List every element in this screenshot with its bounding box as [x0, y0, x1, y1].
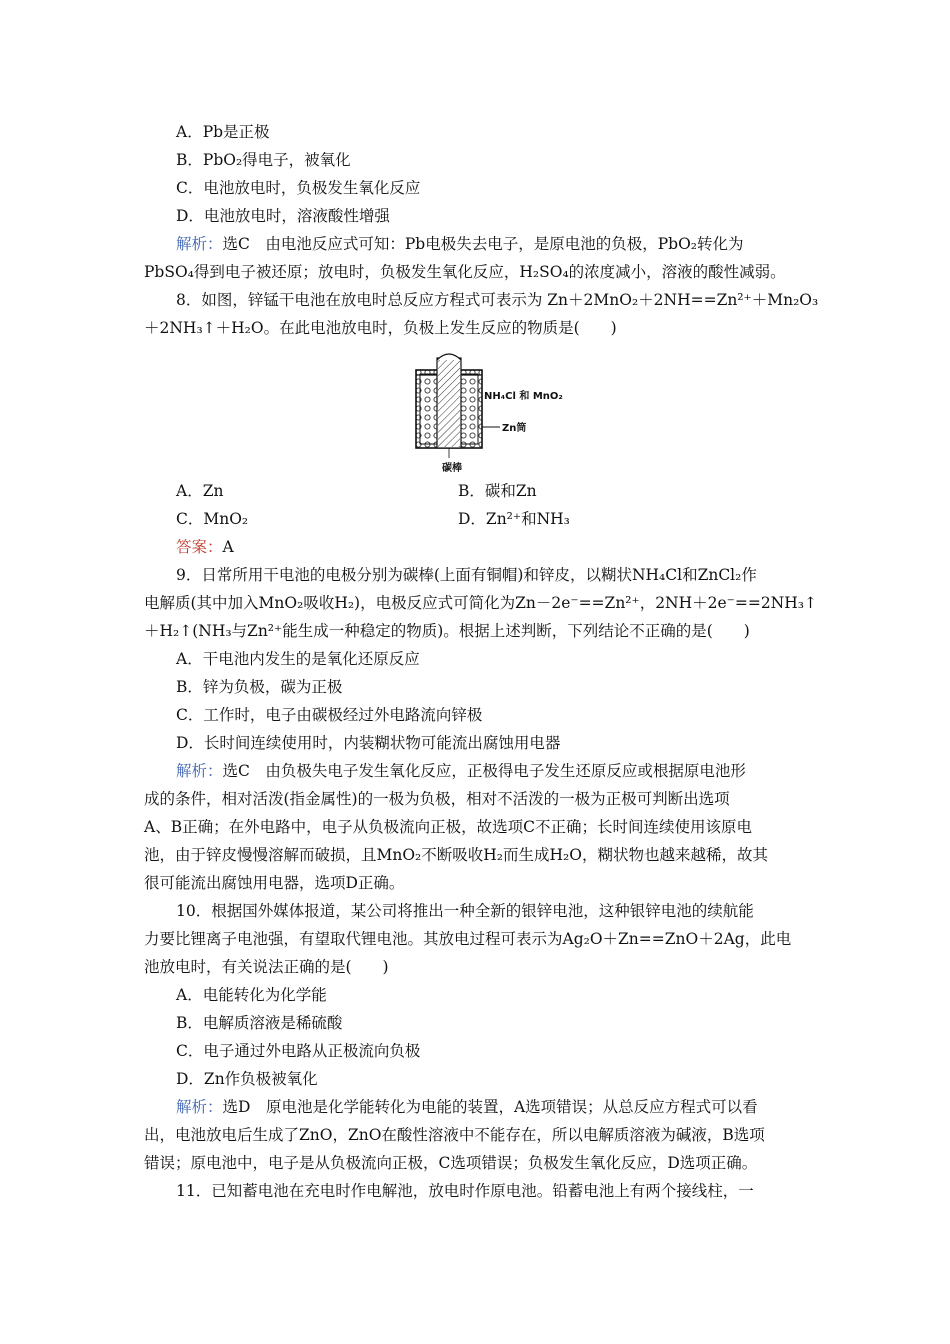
q10-analysis-line-2: 出，电池放电后生成了ZnO，ZnO在酸性溶液中不能存在，所以电解质溶液为碱液，B选项: [144, 1126, 765, 1144]
q10-option-b: B．电解质溶液是稀硫酸: [176, 1014, 343, 1032]
q8-stem-line-2: ＋2NH₃↑＋H₂O。在此电池放电时，负极上发生反应的物质是( ): [144, 319, 617, 337]
label-zn-can: Zn筒: [502, 423, 527, 434]
q9-analysis-line-1: 解析：选C 由负极失电子发生氧化反应，正极得电子发生还原反应或根据原电池形: [176, 762, 746, 780]
copper-cap: [437, 354, 461, 360]
q9-option-a: A．干电池内发生的是氧化还原反应: [176, 650, 420, 668]
q10-stem-line-3: 池放电时，有关说法正确的是( ): [144, 958, 389, 976]
q7-option-c: C．电池放电时，负极发生氧化反应: [176, 179, 421, 197]
q9-option-b: B．锌为负极，碳为正极: [176, 678, 343, 696]
q8-answer: 答案：A: [176, 538, 234, 556]
q9-analysis-line-4: 池，由于锌皮慢慢溶解而破损，且MnO₂不断吸收H₂而生成H₂O，糊状物也越来越稀，故其: [144, 846, 768, 864]
q10-option-c: C．电子通过外电路从正极流向负极: [176, 1042, 421, 1060]
q9-stem-line-2: 电解质(其中加入MnO₂吸收H₂)，电极反应式可简化为Zn－2e⁻==Zn²⁺，2NH＋2e⁻==2NH₃↑: [144, 594, 817, 612]
q8-option-a: A．Zn: [176, 482, 224, 500]
q10-analysis-line-1: 解析：选D 原电池是化学能转化为电能的装置，A选项错误；从总反应方程式可以看: [176, 1098, 758, 1116]
q7-option-b: B．PbO₂得电子，被氧化: [176, 151, 351, 169]
dry-cell-diagram: [414, 350, 594, 476]
analysis-label: 解析：: [176, 762, 223, 780]
q9-analysis-line-2: 成的条件，相对活泼(指金属性)的一极为负极，相对不活泼的一极为正极可判断出选项: [144, 790, 730, 808]
q9-stem-line-3: ＋H₂↑(NH₃与Zn²⁺能生成一种稳定的物质)。根据上述判断，下列结论不正确的是( ): [144, 622, 750, 640]
q9-option-c: C．工作时，电子由碳极经过外电路流向锌极: [176, 706, 483, 724]
q11-stem-line-1: 11．已知蓄电池在充电时作电解池，放电时作原电池。铅蓄电池上有两个接线柱，一: [176, 1182, 754, 1200]
q8-option-c: C．MnO₂: [176, 510, 249, 528]
q8-option-b: B．碳和Zn: [458, 482, 537, 500]
q7-option-a: A．Pb是正极: [176, 123, 270, 141]
q9-analysis-line-5: 很可能流出腐蚀用电器，选项D正确。: [144, 874, 405, 892]
q9-analysis-line-3: A、B正确；在外电路中，电子从负极流向正极，故选项C不正确；长时间连续使用该原电: [144, 818, 752, 836]
q10-stem-line-2: 力要比锂离子电池强，有望取代锂电池。其放电过程可表示为Ag₂O＋Zn==ZnO＋2Ag，此电: [144, 930, 792, 948]
q9-stem-line-1: 9．日常所用干电池的电极分别为碳棒(上面有铜帽)和锌皮，以糊状NH₄Cl和ZnCl₂作: [176, 566, 757, 584]
answer-label: 答案：: [176, 538, 223, 556]
q10-option-a: A．电能转化为化学能: [176, 986, 327, 1004]
q7-analysis-line-2: PbSO₄得到电子被还原；放电时，负极发生氧化反应，H₂SO₄的浓度减小，溶液的酸性减弱。: [144, 263, 786, 281]
q7-analysis-line-1: 解析：选C 由电池反应式可知：Pb电极失去电子，是原电池的负极，PbO₂转化为: [176, 235, 744, 253]
q8-stem-line-1: 8．如图，锌锰干电池在放电时总反应方程式可表示为 Zn＋2MnO₂＋2NH==Zn²⁺＋Mn₂O₃: [176, 291, 819, 309]
q9-option-d: D．长时间连续使用时，内装糊状物可能流出腐蚀用电器: [176, 734, 561, 752]
analysis-label: 解析：: [176, 1098, 223, 1116]
q7-option-d: D．电池放电时，溶液酸性增强: [176, 207, 390, 225]
label-carbon-rod: 碳棒: [442, 463, 462, 474]
analysis-label: 解析：: [176, 235, 223, 253]
q10-stem-line-1: 10．根据国外媒体报道，某公司将推出一种全新的银锌电池，这种银锌电池的续航能: [176, 902, 754, 920]
label-electrolyte: NH₄Cl 和 MnO₂: [484, 391, 563, 402]
q10-option-d: D．Zn作负极被氧化: [176, 1070, 318, 1088]
q10-analysis-line-3: 错误；原电池中，电子是从负极流向正极，C选项错误；负极发生氧化反应，D选项正确。: [144, 1154, 758, 1172]
q8-option-d: D．Zn²⁺和NH₃: [458, 510, 570, 528]
